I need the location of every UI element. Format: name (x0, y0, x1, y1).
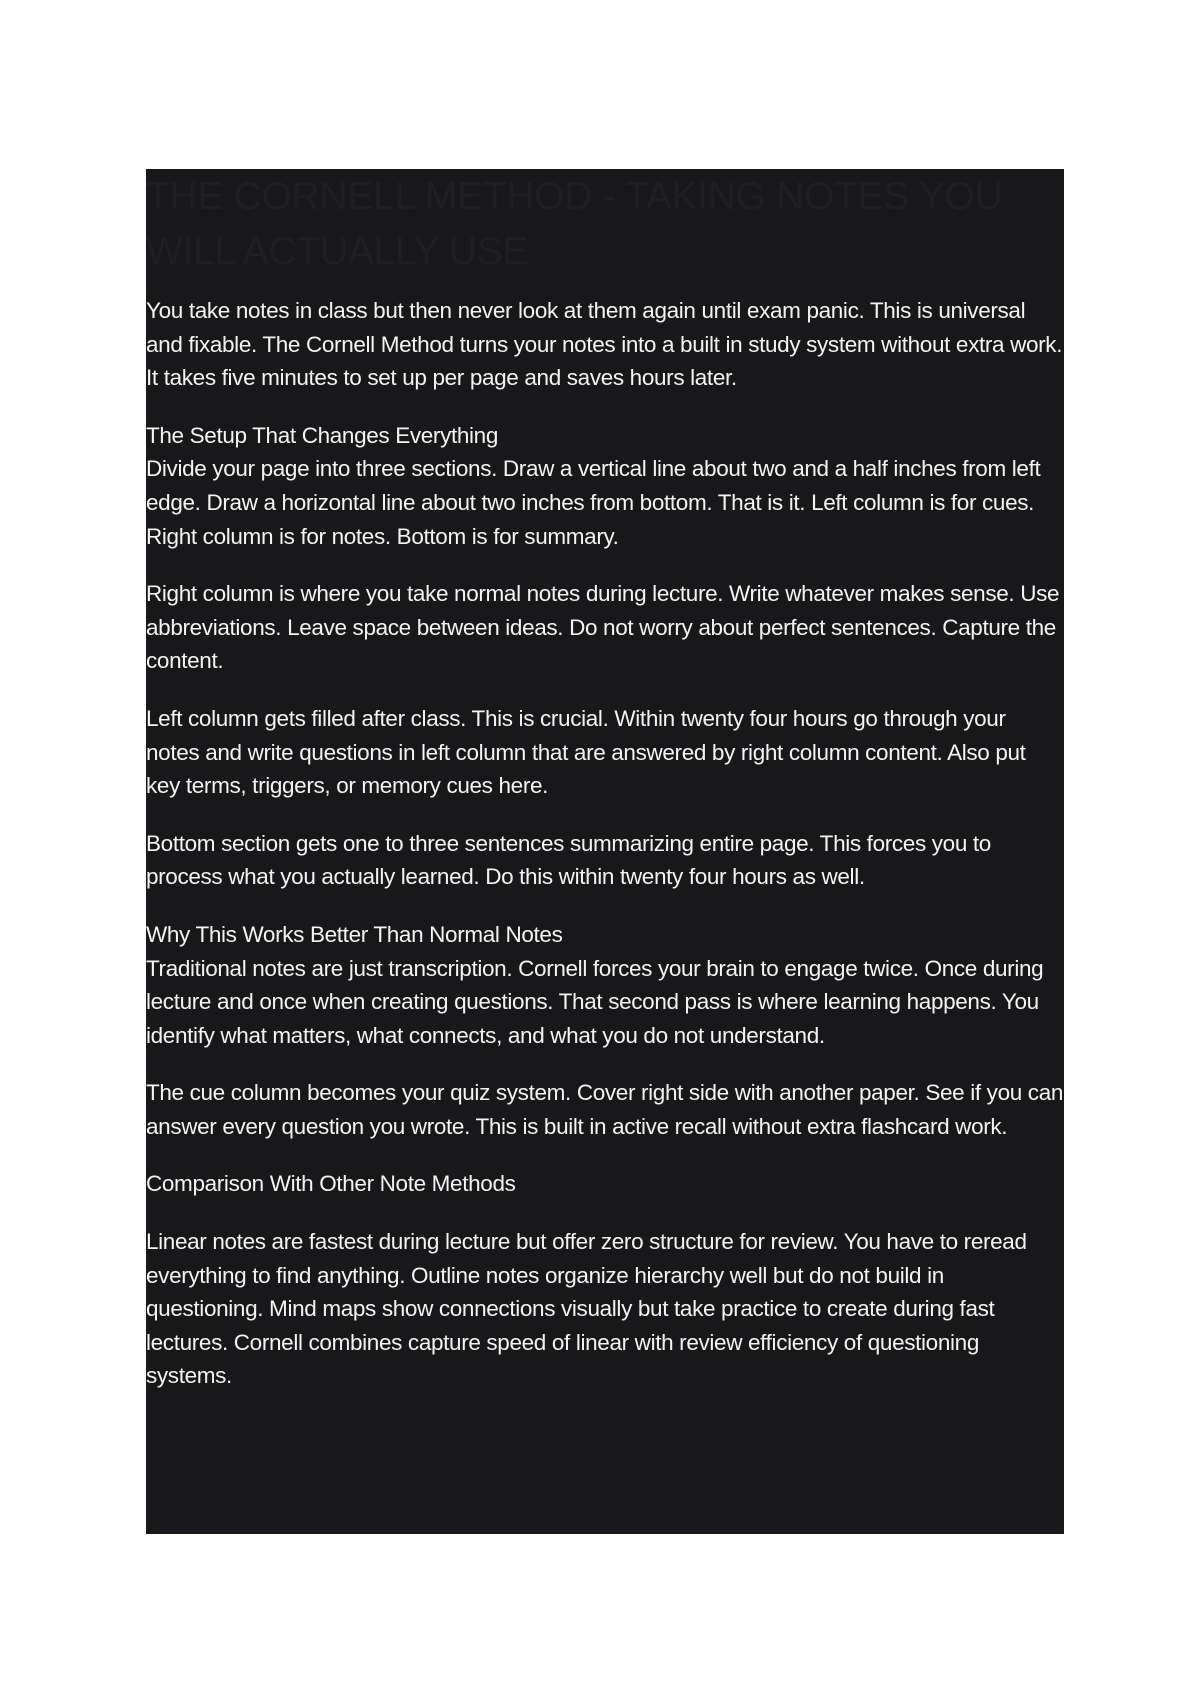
why-heading: Why This Works Better Than Normal Notes (146, 921, 563, 947)
intro-paragraph: You take notes in class but then never look at them again until exam panic. This is universal and fixable. The Cornell Method turns your notes into a built in study system without extra work. It takes five minutes to set up per page and saves hours later. (146, 298, 1063, 391)
document-title: THE CORNELL METHOD - TAKING NOTES YOU WILL ACTUALLY USE (146, 175, 1003, 273)
comparison-heading: Comparison With Other Note Methods (146, 1171, 516, 1197)
comparison-section (146, 1167, 1064, 1393)
why-section (146, 918, 1064, 1144)
comparison-paragraph: Linear notes are fastest during lecture but offer zero structure for review. You have to reread everything to find anything. Outline notes organize hierarchy well but do not build in questioning. Mind maps show connections visually but take practice to create during fast lectures. Cornell combines capture speed of linear with review efficiency of questioning systems. (146, 1229, 1027, 1389)
setup-heading: The Setup That Changes Everything (146, 422, 499, 448)
setup-paragraph: Divide your page into three sections. Draw a vertical line about two and a half inches from left edge. Draw a horizontal line about two inches from bottom. That is it. Left column is for cues. Right column is for notes. Bottom is for summary. (146, 456, 1041, 549)
setup-paragraph: Right column is where you take normal notes during lecture. Write whatever makes sense. Use abbreviations. Leave space between ideas. Do not worry about perfect sentences. Capture the content. (146, 581, 1060, 674)
why-paragraph: The cue column becomes your quiz system. Cover right side with another paper. See if you can answer every question you wrote. This is built in active recall without extra flashcard work. (146, 1080, 1064, 1139)
document-block (146, 169, 1064, 1534)
setup-paragraph: Left column gets filled after class. This is crucial. Within twenty four hours go through your notes and write questions in left column that are answered by right column content. Also put key terms, triggers, or memory cues here. (146, 705, 1026, 799)
why-paragraph: Traditional notes are just transcription. Cornell forces your brain to engage twice. Once during lecture and once when creating questions. That second pass is where learning happens. You identify what matters, what connects, and what you do not understand. (146, 955, 1044, 1048)
setup-paragraph: Bottom section gets one to three sentences summarizing entire page. This forces you to process what you actually learned. Do this within twenty four hours as well. (146, 830, 991, 890)
setup-section (146, 419, 1064, 894)
